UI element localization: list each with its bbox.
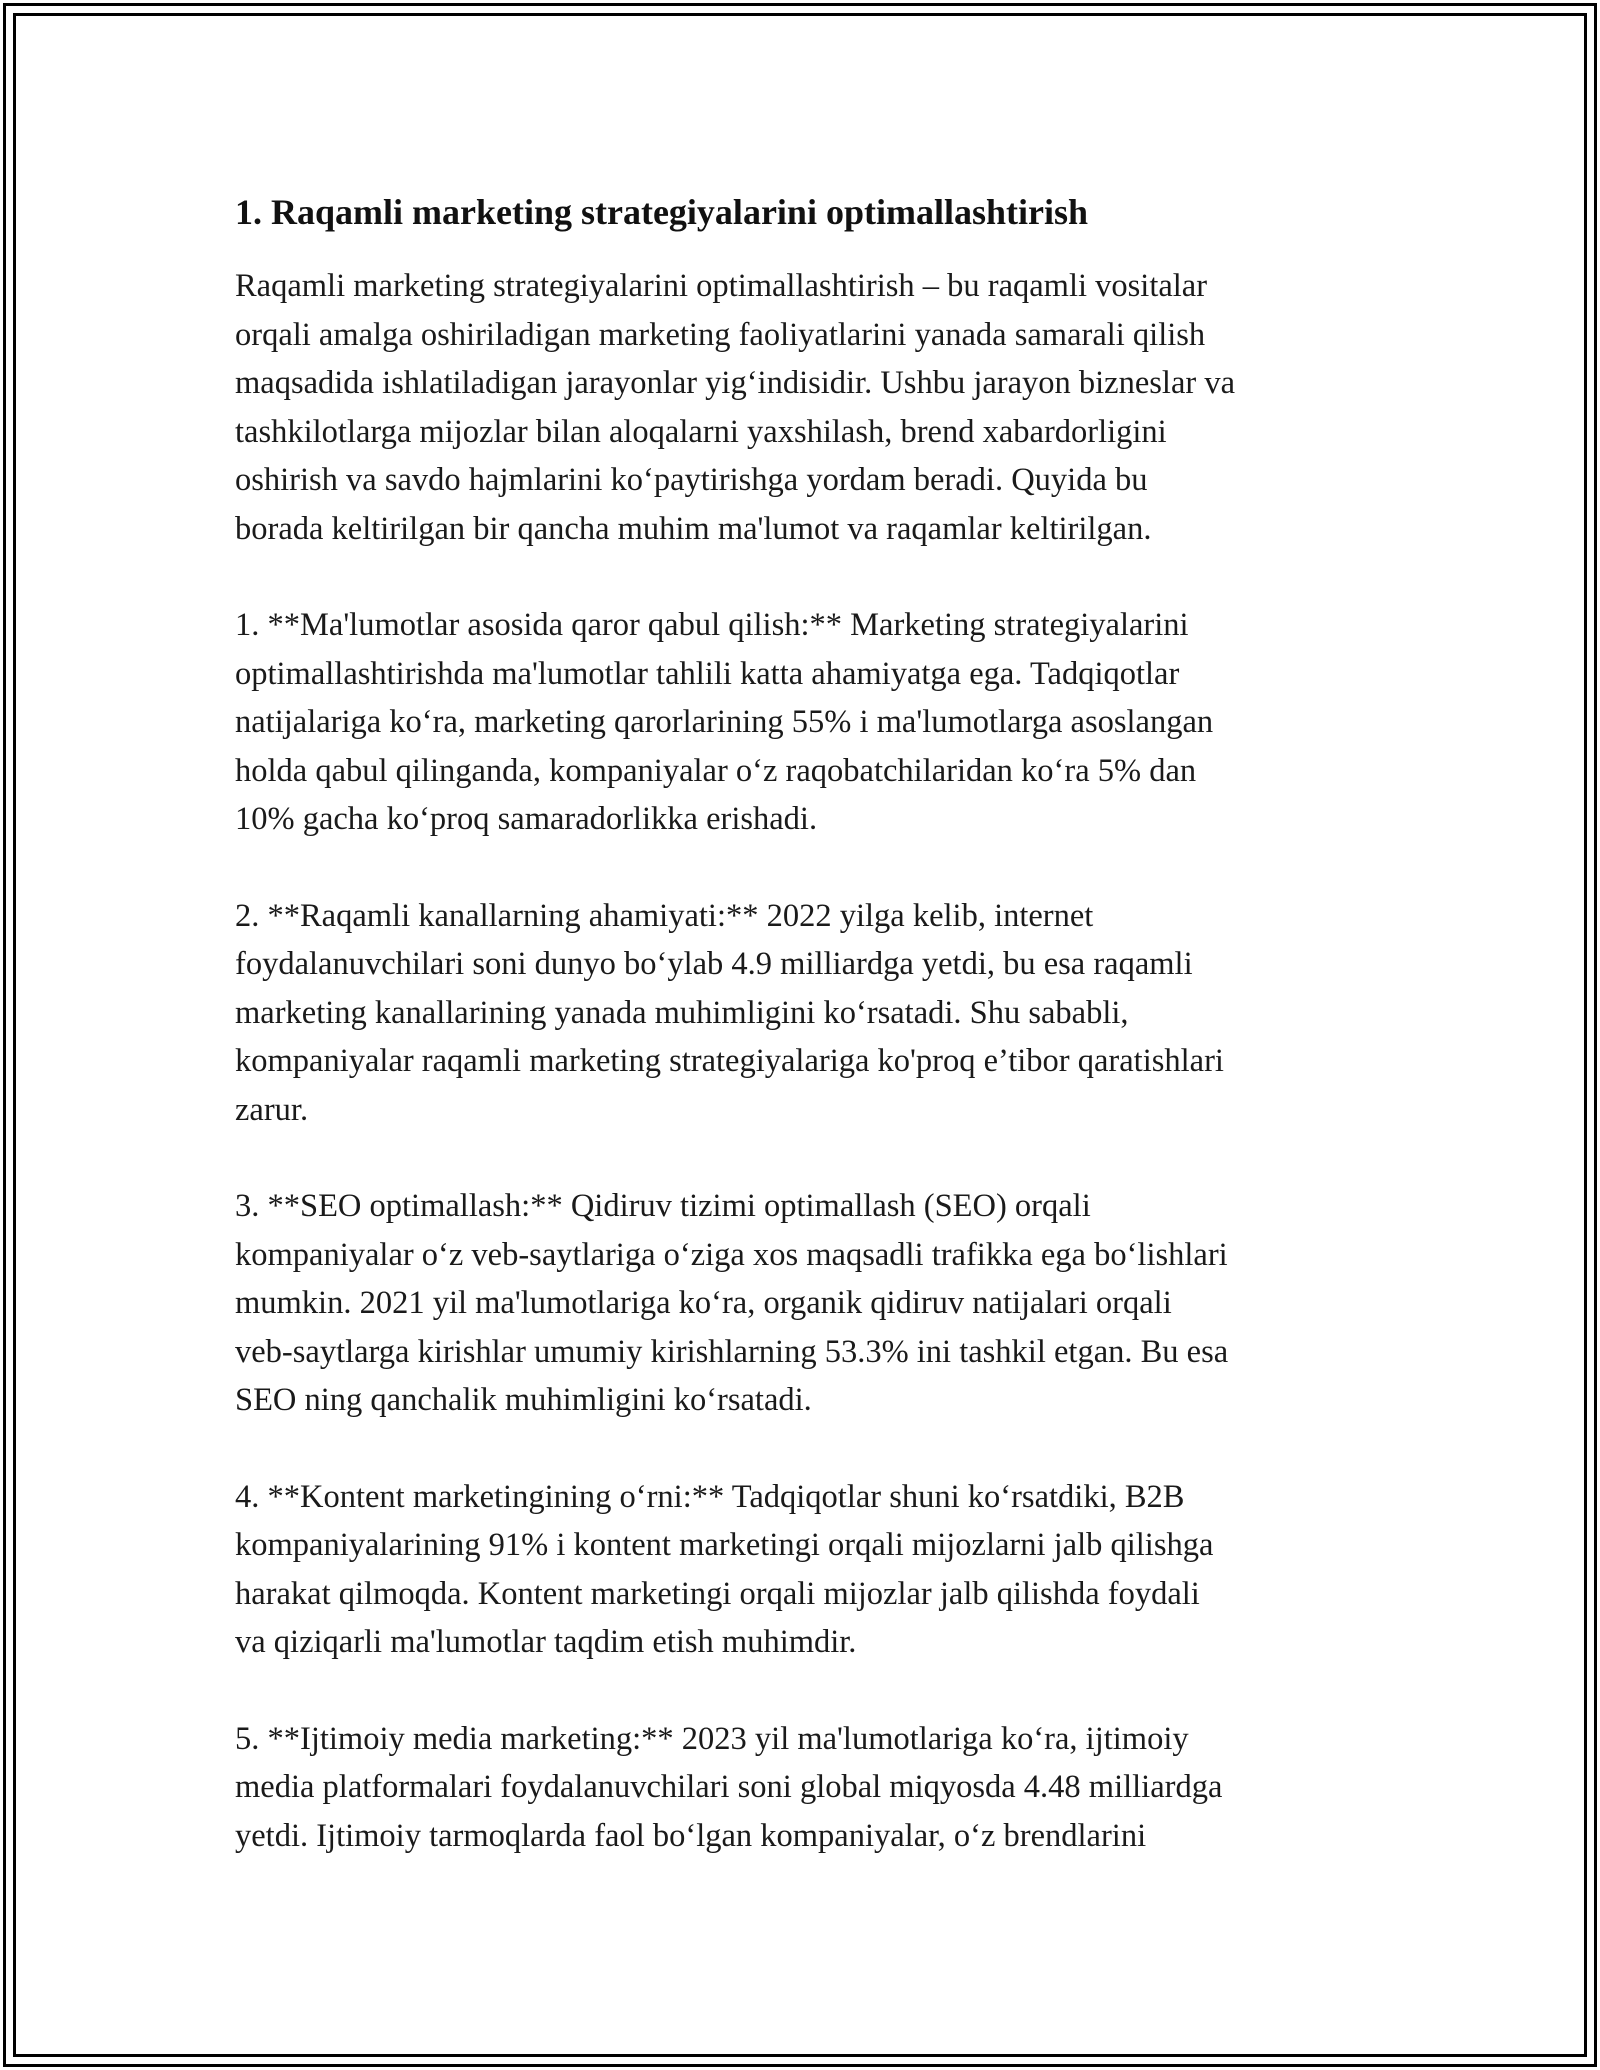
intro-paragraph: Raqamli marketing strategiyalarini optimallashtirish – bu raqamli vositalar orqali amalga oshiriladigan marketing faoliyatlarini yanada samarali qilish maqsadida ishlatiladigan jarayonlar yig‘indisidir. Ushbu jarayon bizneslar va tashkilotlarga mijozlar bilan aloqalarni yaxshilash, brend xabardorligini oshirish va savdo hajmlarini ko‘paytirishga yordam beradi. Quyida bu borada keltirilgan bir qancha muhim ma'lumot va raqamlar keltirilgan. [235, 268, 1236, 547]
section-heading: 1. Raqamli marketing strategiyalarini optimallashtirish [235, 192, 1088, 232]
document-body [235, 186, 1375, 1908]
list-item-digital-channels: 2. **Raqamli kanallarning ahamiyati:** 2022 yilga kelib, internet foydalanuvchilari soni dunyo bo‘ylab 4.9 milliardga yetdi, bu esa raqamli marketing kanallarining yanada muhimligini ko‘rsatadi. Shu sababli, kompaniyalar raqamli marketing strategiyalariga ko'proq e’tibor qaratishlari zarur. [235, 897, 1224, 1128]
list-item-data-driven-decisions: 1. **Ma'lumotlar asosida qaror qabul qilish:** Marketing strategiyalarini optimallashtirishda ma'lumotlar tahlili katta ahamiyatga ega. Tadqiqotlar natijalariga ko‘ra, marketing qarorlarining 55% i ma'lumotlarga asoslangan holda qabul qilinganda, kompaniyalar o‘z raqobatchilaridan ko‘ra 5% dan 10% gacha ko‘proq samaradorlikka erishadi. [235, 607, 1214, 837]
list-item-seo: 3. **SEO optimallash:** Qidiruv tizimi optimallash (SEO) orqali kompaniyalar o‘z veb-saytlariga o‘ziga xos maqsadli trafikka ega bo‘lishlari mumkin. 2021 yil ma'lumotlariga ko‘ra, organik qidiruv natijalari orqali veb-saytlarga kirishlar umumiy kirishlarning 53.3% ini tashkil etgan. Bu esa SEO ning qanchalik muhimligini ko‘rsatadi. [235, 1188, 1229, 1418]
list-item-content-marketing: 4. **Kontent marketingining o‘rni:** Tadqiqotlar shuni ko‘rsatdiki, B2B kompaniyalarining 91% i kontent marketingi orqali mijozlarni jalb qilishga harakat qilmoqda. Kontent marketingi orqali mijozlar jalb qilishda foydali va qiziqarli ma'lumotlar taqdim etish muhimdir. [235, 1478, 1214, 1660]
list-item-social-media: 5. **Ijtimoiy media marketing:** 2023 yil ma'lumotlariga ko‘ra, ijtimoiy media platformalari foydalanuvchilari soni global miqyosda 4.48 milliardga yetdi. Ijtimoiy tarmoqlarda faol bo‘lgan kompaniyalar, o‘z brendlarini [235, 1720, 1223, 1854]
